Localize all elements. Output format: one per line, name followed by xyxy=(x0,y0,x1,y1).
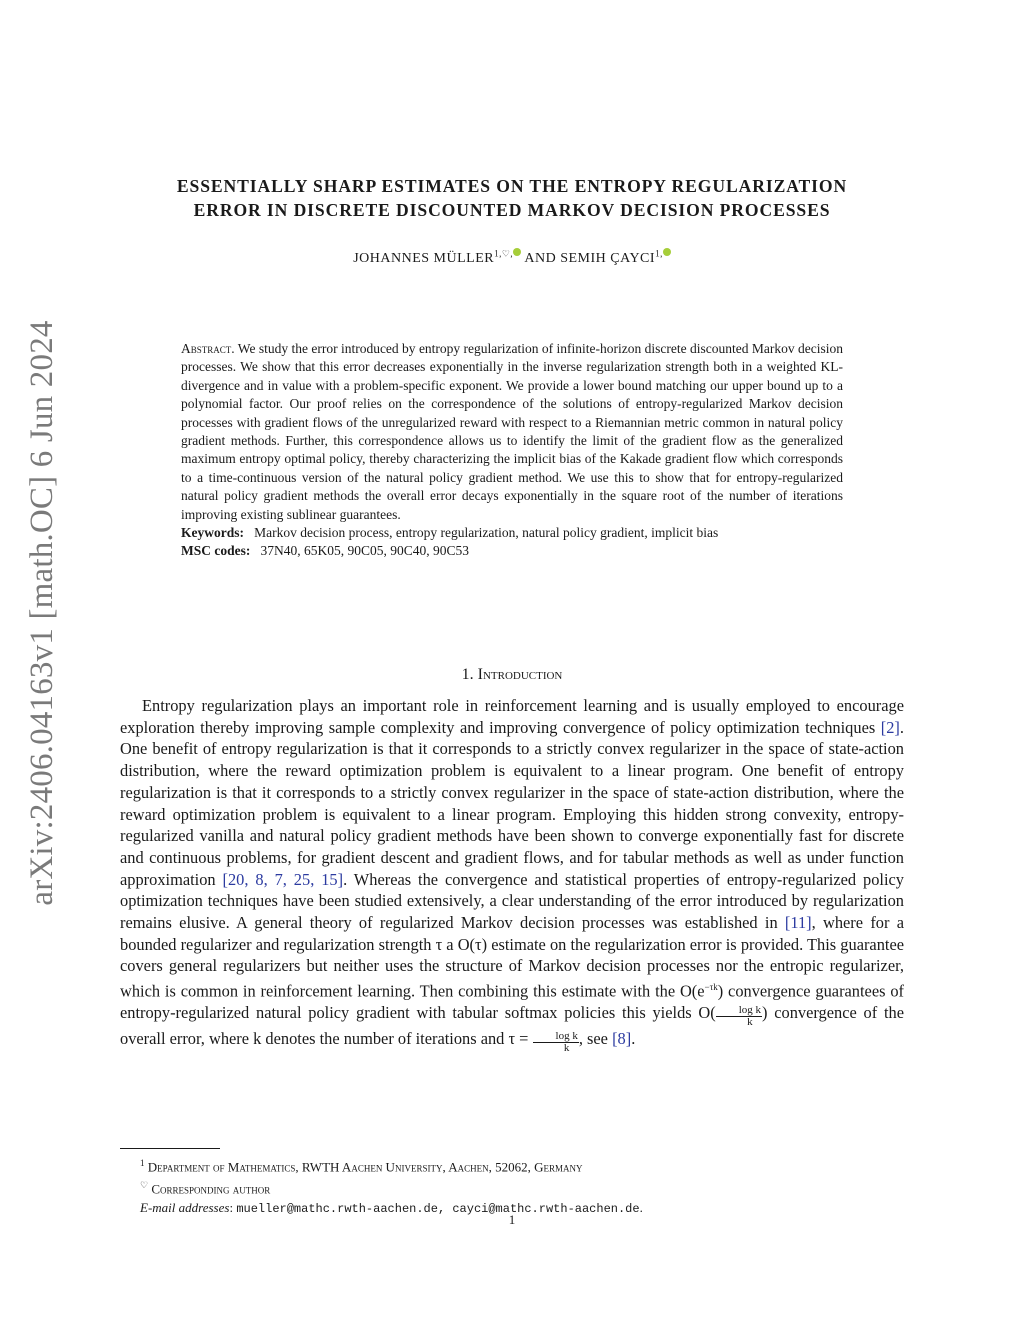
abstract-text: We study the error introduced by entropy regularization of infinite-horizon discrete discounted Markov decision processes. We show that this error decreases exponentially in the inverse regularization strength both in a weighted KL-divergence and in value with a problem-specific exponent. We provide a lower bound matching our upper bound up to a polynomial factor. Our proof relies on the correspondence of the solutions of entropy-regularized Markov decision processes with gradient flows of the unregularized reward with respect to a Riemannian metric common in natural policy gradient methods. Further, this correspondence allows us to identify the limit of the gradient flow as the generalized maximum entropy optimal policy, thereby characterizing the implicit bias of the Kakade gradient flow which corresponds to a time-continuous version of the natural policy gradient method. We use this to show that for entropy-regularized natural policy gradient methods the overall error decays exponentially in the square root of the number of iterations improving existing sublinear guarantees. xyxy=(181,341,843,522)
fraction-numerator: log k xyxy=(716,1005,762,1017)
footnote-emails: E-mail addresses: mueller@mathc.rwth-aachen.de, cayci@mathc.rwth-aachen.de. xyxy=(140,1199,643,1216)
footnote-text: Corresponding author xyxy=(151,1181,271,1197)
citation-link[interactable]: [20, 8, 7, 25, 15] xyxy=(222,869,344,889)
text-run: , see xyxy=(578,1029,613,1049)
fraction-denominator: k xyxy=(563,1042,570,1055)
text-run: . One benefit of entropy regularization is that it corresponds to a strictly convex regularizer in the space of state-action distribution, where the reward optimization problem is equivalent to a linear program. One benefit of entropy regularization is that it corresponds to a strictly convex regularizer in the space of state-action distribution, where the reward optimization problem is equivalent to a linear program. Employing this hidden strong convexity, entropy-regularized vanilla and natural policy gradient methods have been shown to converge exponentially fast for discrete and continuous problems, for gradient descent and gradient flows, and for tabular methods as well as under function approximation xyxy=(120,717,904,889)
paper-title xyxy=(110,174,914,222)
email-end: . xyxy=(639,1199,643,1215)
orcid-icon[interactable] xyxy=(513,248,521,256)
author-1-marks: 1,♡, xyxy=(494,248,514,259)
author-2: SEMIH ÇAYCI xyxy=(560,251,656,266)
fraction xyxy=(716,1005,762,1028)
footnote-text: Department of Mathematics, RWTH Aachen University, Aachen, 52062, Germany xyxy=(147,1159,583,1175)
fraction-numerator: log k xyxy=(533,1031,579,1043)
author-conjunction: AND xyxy=(521,251,561,266)
orcid-icon[interactable] xyxy=(663,248,671,256)
keywords-text: Markov decision process, entropy regularization, natural policy gradient, implicit bias xyxy=(254,525,719,541)
arxiv-stamp: arXiv:2406.04163v1 [math.OC] 6 Jun 2024 xyxy=(24,320,60,906)
page-number: 1 xyxy=(508,1212,516,1227)
text-run: . Whereas the convergence and statistical properties of entropy-regularized policy optimization techniques have been studied extensively, a clear understanding of the error introduced by regularization remains elusive. A general theory of regularized Markov decision processes was established in xyxy=(120,869,904,933)
section-number: 1. xyxy=(461,666,474,683)
footnote-mark: 1 xyxy=(140,1158,145,1168)
author-list xyxy=(110,248,914,267)
citation-link[interactable]: [2] xyxy=(880,717,900,737)
text-run: , where for a bounded regularizer and regularization strength τ a O(τ) estimate on the regularization error is provided. This guarantee covers general regularizers but neither uses the structure of Markov decision processes nor the entropic regularizer, which is common in reinforcement learning. Then combining this estimate with the O(e xyxy=(120,913,904,1001)
abstract-paragraph xyxy=(181,340,843,524)
text-run: . xyxy=(631,1029,636,1049)
citation-link[interactable]: [11] xyxy=(784,913,812,933)
section-title: Introduction xyxy=(477,666,563,683)
exponent: −τk xyxy=(704,982,718,993)
msc-codes: 37N40, 65K05, 90C05, 90C40, 90C53 xyxy=(260,543,470,559)
email-label: E-mail addresses xyxy=(140,1199,230,1215)
footnotes xyxy=(120,1154,904,1218)
text-run: ) convergence of the overall error, where k denotes the number of iterations and τ = xyxy=(120,1003,904,1049)
abstract-label: Abstract. xyxy=(181,341,235,356)
introduction-body xyxy=(120,695,904,1054)
intro-paragraph xyxy=(120,695,904,1054)
footnote-affiliation xyxy=(120,1154,904,1176)
footnote-mark: ♡ xyxy=(140,1180,149,1191)
text-run: Entropy regularization plays an important role in reinforcement learning and is usually employed to encourage exploration thereby improving sample complexity and improving convergence of policy optimization techniques xyxy=(120,696,904,737)
msc-line xyxy=(181,542,843,560)
fraction xyxy=(533,1031,579,1054)
msc-label: MSC codes: xyxy=(181,543,251,559)
fraction-denominator: k xyxy=(747,1016,753,1029)
abstract xyxy=(181,340,843,561)
section-heading xyxy=(110,666,914,684)
email-addresses[interactable]: mueller@mathc.rwth-aachen.de, cayci@mathc.rwth-aachen.de xyxy=(236,1201,640,1216)
footnote-corresponding xyxy=(120,1176,904,1198)
author-1: JOHANNES MÜLLER xyxy=(353,251,495,266)
title-line-2: ERROR IN DISCRETE DISCOUNTED MARKOV DECISION PROCESSES xyxy=(193,200,831,220)
citation-link[interactable]: [8] xyxy=(612,1029,632,1049)
keywords-label: Keywords: xyxy=(181,525,244,541)
keywords-line xyxy=(181,524,843,542)
title-line-1: ESSENTIALLY SHARP ESTIMATES ON THE ENTROPY REGULARIZATION xyxy=(176,176,848,196)
footnote-rule xyxy=(120,1148,220,1149)
author-2-marks: 1, xyxy=(655,248,663,259)
text-run: ) convergence guarantees of entropy-regularized natural policy gradient with tabular softmax policies this yields O( xyxy=(120,981,904,1023)
